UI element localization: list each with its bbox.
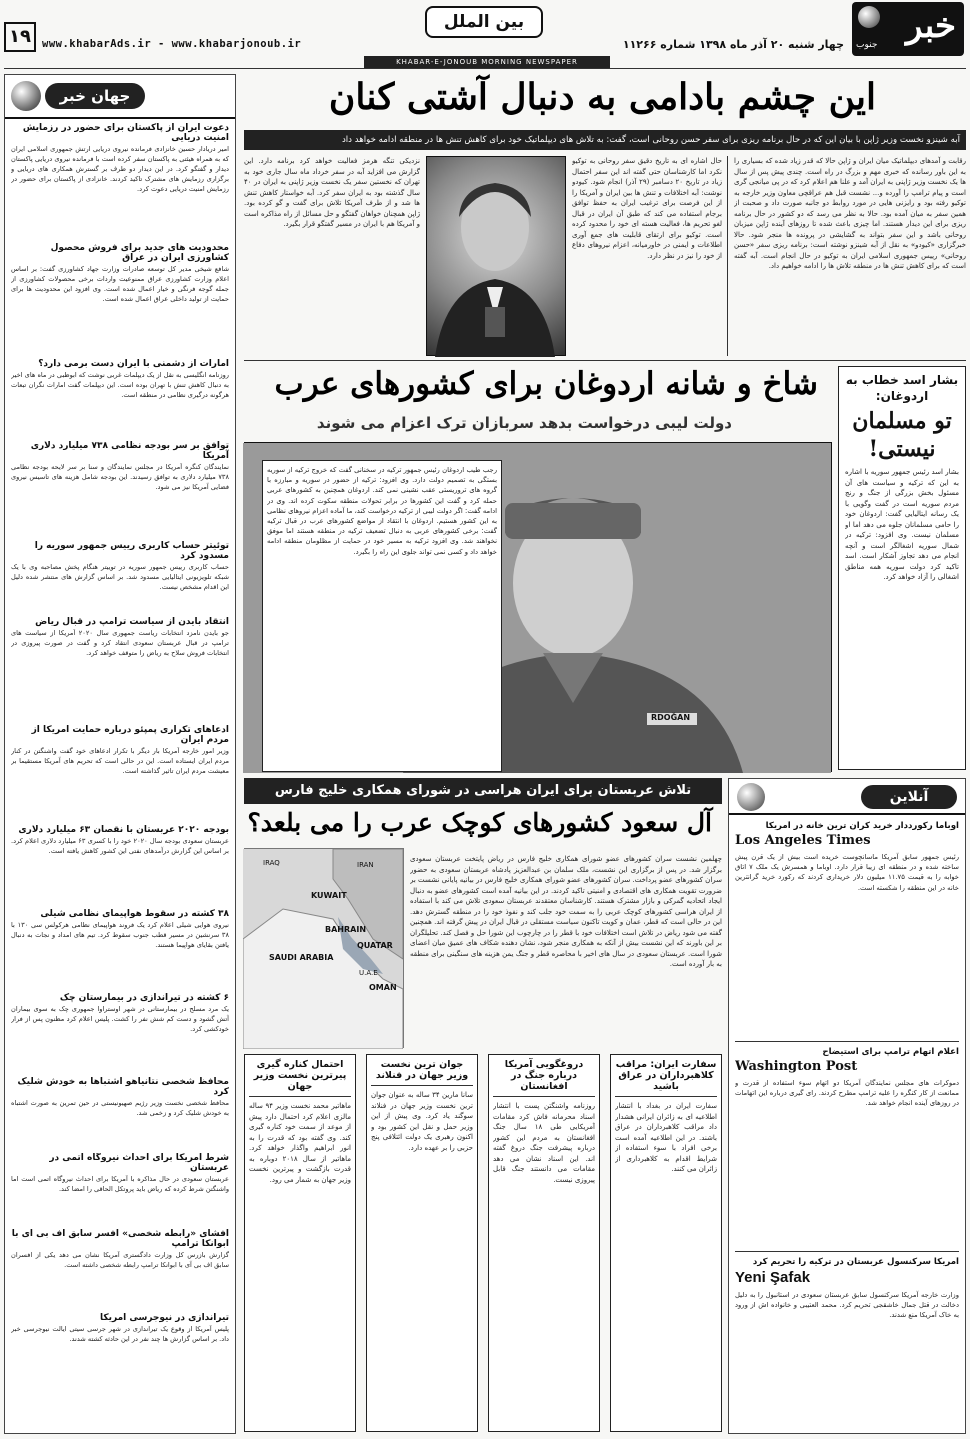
globe-icon xyxy=(858,6,880,28)
lead-body-left: نزدیکی تنگه هرمز فعالیت خواهد کرد برنامه دارد. این گزارش می افزاید آبه در سفر خرداد ماه سال جاری خود به تهران که نخستین سفر یک نخست وزیر ژاپنی به ایران در ۴۰ سال گذشته بود به ایران سفر کرد. آبه خواستار کاهش تنش ها شد و از طرف آمریکا تلاش برای گفت و گو کرده بود. ژاپن همچنان خواهان گفتگو و حل مسائل از راه مذاکره است و آمریکا هم با ایران در مسیر گفتگو قرار بگیرد. xyxy=(244,157,420,228)
sidebar-item-title: تیراندازی در نیوجرسی آمریکا xyxy=(99,1313,229,1323)
online-item-source: Yeni Şafak xyxy=(735,1269,811,1286)
sidebar-item-title: افشای «رابطه شخصی» افسر سابق اف بی آی با ابوانکا ترامپ xyxy=(11,1229,229,1249)
sidebar-item xyxy=(11,359,229,437)
small-column-body: سفارت ایران در بغداد با انتشار اطلاعیه ای به زائران ایرانی هشدار داد مراقب کلاهبرداران در عراق باشند. در این اطلاعیه آمده است برخی افراد با سوء استفاده از شرایط اقدام به کلاهبرداری از زائران می کنند. xyxy=(615,1102,717,1173)
map-label-kuwait: KUWAIT xyxy=(311,891,347,900)
sidebar-item-title: دعوت ایران از پاکستان برای حضور در رزمایش امنیت دریایی xyxy=(22,123,229,143)
small-column xyxy=(244,1054,356,1432)
website: www.khabarAds.ir - www.khabarjonoub.ir xyxy=(42,38,302,50)
small-column-body: ماهاتیر محمد نخست وزیر ۹۴ ساله مالزی اعلام کرد احتمال دارد پیش از موعد از سمت خود کناره گیری کند. وی گفته بود که قدرت را به انور ابراهیم واگذار خواهد کرد. ماهاتیر از سال ۲۰۱۸ دوباره به قدرت بازگشت و پیرترین نخست وزیر جهان به شمار می رود. xyxy=(249,1102,351,1184)
sidebar-item-title: انتقاد بایدن از سیاست ترامپ در قبال ریاض xyxy=(35,617,229,627)
online-globe-icon xyxy=(737,783,765,811)
sidebar-item xyxy=(11,123,229,239)
gulf-kicker: تلاش عربستان برای ایران هراسی در شورای همکاری خلیج فارس xyxy=(274,783,692,798)
sidebar-items xyxy=(11,123,229,1389)
sidebar-item xyxy=(11,1153,229,1225)
small-column-body: سانا مارین ۳۴ ساله به عنوان جوان ترین نخست وزیر جهان در فنلاند سوگند یاد کرد. وی پیش از این وزیر حمل و نقل این کشور بود و اکنون رهبری یک دولت ائتلافی پنج حزبی را بر عهده دارد. xyxy=(371,1091,473,1152)
date-line: چهار شنبه ۲۰ آذر ماه ۱۳۹۸ شماره ۱۱۲۶۶ xyxy=(622,38,844,51)
sidebar-item-title: محافظ شخصی نتانیاهو اشتباها به خودش شلیک کرد xyxy=(17,1077,229,1097)
small-column xyxy=(610,1054,722,1432)
lead-lede-bar xyxy=(244,130,966,150)
abe-photo xyxy=(426,156,566,356)
sidebar-item-body: حساب کاربری رییس جمهور سوریه در توییتر هنگام پخش مصاحبه وی با یک شبکه تلویزیونی ایتالیایی مسدود شد. بر اساس گزارش های منتشر شده دلیل این اقدام مشخص نیست. xyxy=(11,563,229,591)
paper-name-bar xyxy=(364,56,610,68)
small-column-title: دروغگویی آمریکا درباره جنگ در افغانستان xyxy=(493,1059,595,1097)
sidebar-item-body: نمایندگان کنگره آمریکا در مجلس نمایندگان و سنا بر سر لایحه بودجه نظامی ۷۳۸ میلیارد دلاری به توافق رسیدند. این بودجه شامل هزینه های تاسیس نیروی فضایی آمریکا نیز می شود. xyxy=(11,463,229,491)
online-title: آنلاین xyxy=(889,789,929,805)
erdogan-subhead: دولت لیبی درخواست بدهد سربازان ترک اعزام می شوند xyxy=(316,414,732,432)
map-label-quatar: QUATAR xyxy=(357,941,393,950)
sidebar-item xyxy=(11,1077,229,1149)
gulf-map xyxy=(244,848,404,1048)
online-item-source: Los Angeles Times xyxy=(735,833,871,848)
lead-story xyxy=(244,74,966,362)
sidebar-item-title: ۶ کشته در تیراندازی در بیمارستان چک xyxy=(59,993,229,1003)
sidebar-item-title: بودجه ۲۰۲۰ عربستان با نقصان ۶۳ میلیارد دلاری xyxy=(18,825,229,835)
lead-lede: آبه شینزو نخست وزیر ژاپن با بیان این که در حال برنامه ریزی برای سفر حسن روحانی است، گفت: به تلاش های دیپلماتیک خود برای کاهش تنش ها در منطقه ادامه خواهد داد xyxy=(341,135,960,145)
gulf-kicker-bar xyxy=(244,778,722,804)
online-item xyxy=(735,1047,959,1247)
sidebar-item-body: روزنامه انگلیسی به نقل از یک دیپلمات غربی نوشت که ابوظبی در ماه های اخیر به دنبال کاهش تنش با تهران بوده است. این دیپلمات گفت امارات نگران تبعات هرگونه درگیری نظامی در منطقه است. xyxy=(11,371,229,399)
logo xyxy=(852,2,964,56)
map-label-iran: IRAN xyxy=(357,861,374,869)
online-item-source: Washington Post xyxy=(735,1059,858,1074)
map-label-iraq: IRAQ xyxy=(263,859,280,867)
sidebar-header xyxy=(5,75,235,119)
small-column-title: سفارت ایران: مراقب کلاهبرداران در عراق باشید xyxy=(615,1059,717,1097)
sidebar xyxy=(4,74,236,1434)
sidebar-item-title: توئیتر حساب کاربری رییس جمهور سوریه را مسدود کرد xyxy=(34,541,229,561)
lead-body-mid: حال اشاره ای به تاریخ دقیق سفر روحانی به توکیو نکرد اما کارشناسان حتی گفته اند این سفر احتمال زیاد در تاریخ ۲۰ دسامبر (۲۹ آذر) انجام شود. کیودو نوشت: آبه اختلافات و تنش ها بین ایران و آمریکا را از این فرصت برای ترغیب ایران به حفظ توافق برجام استفاده می کند که طبق آن ایران در قبال لغو تحریم ها، فعالیت هسته ای خود را محدود کرده است. توکیو برای ارتقای قابلیت های جمع آوری اطلاعات و ایمنی در خاورمیانه، اعزام نیروهای دفاع از خود را نیز در نظر دارد. xyxy=(572,157,722,260)
map-label-oman: OMAN xyxy=(369,983,397,992)
sidebar-item-body: عربستان سعودی در حال مذاکره با آمریکا برای احداث نیروگاه اتمی است اما واشنگتن شرط کرده که ریاض باید پروتکل الحاقی را امضا کند. xyxy=(11,1175,229,1193)
paper-name-en: KHABAR-E-JONOUB MORNING NEWSPAPER xyxy=(396,58,578,66)
online-item-title: اوباما رکورددار خرید کران ترین خانه در آمریکا xyxy=(765,821,959,831)
erdogan-headline: شاخ و شانه اردوغان برای کشورهای عرب xyxy=(274,366,818,402)
sidebar-item-title: ادعاهای تکراری پمپئو درباره حمایت آمریکا از مردم ایران xyxy=(31,725,229,745)
map-label-saudi: SAUDI ARABIA xyxy=(269,953,334,962)
bashar-headline-big: تو مسلمان نیستی! xyxy=(852,408,952,462)
sidebar-item xyxy=(11,617,229,721)
sidebar-item-body: جو بایدن نامزد انتخابات ریاست جمهوری سال ۲۰۲۰ آمریکا از سیاست های ترامپ در قبال عربستان سعودی انتقاد کرد و گفت در صورت پیروزی در انتخابات فروش سلاح به ریاض را متوقف خواهد کرد. xyxy=(11,629,229,657)
page-number-box xyxy=(4,22,36,52)
sidebar-item xyxy=(11,725,229,821)
small-column xyxy=(366,1054,478,1432)
lead-body-right: رقابت و آمدهای دیپلماتیک میان ایران و ژاپن حالا که قدر زیاد شده که بسیاری را به این باور رسانده که خبری مهم و بزرگ در راه است. چندی پیش پس از سال ها یک نخست وزیر ژاپنی به ایران آمد و علنا هم اعلام کرد که در پی میانجی گری است و پیام ترامپ را آورده و... نشست قبل هم عراقچی معاون وزیر خارجه به توکیو رفته بود و رایزنی هایی در مورد روابط دو جانبه صورت داد و صحبت از همین سفر به میان آمده بود. حالا به نظر می رسد که دو کشور در حال برنامه ریزی برای این دیدار هستند. اما چیزی باعث شده تا روزهای آینده ژاپن میزبان روحانی باشد و این سفر بتواند به گشایشی در پرونده ها منجر شود. حالا خبرگزاری «کیودو» به نقل از آبه شینزو نوشته است: برنامه ریزی سفر «حسن روحانی» رییس جمهوری اسلامی ایران به توکیو در حال انجام است. آبه گفته است که برای کاهش تنش ها در منطقه تلاش ها را ادامه خواهیم داد. xyxy=(734,157,966,270)
small-column-title: احتمال کناره گیری پیرترین نخست وزیر جهان xyxy=(249,1059,351,1097)
small-column-title: جوان ترین نخست وزیر جهان در فنلاند xyxy=(371,1059,473,1086)
sidebar-item-body: شافع شیخی مدیر کل توسعه صادرات وزارت جهاد کشاورزی گفت: بر اساس اعلام وزارت کشاورزی عراق ممنوعیت واردات برخی محصولات کشاورزی از جمله گوجه فرنگی و خیار اعمال شده است. وی افزود این محدودیت ها برای حمایت از تولید داخلی عراق اعمال شده است. xyxy=(11,265,229,303)
sidebar-item xyxy=(11,243,229,355)
online-item-body: رئیس جمهور سابق آمریکا ماسانچوست خریده است بیش از یک قرن پیش ساخته شده و در منطقه ای زیبا قرار دارد. اوباما و همسرش یک ملک ۷ اتاق خوابه را به قیمت ۱۱.۷۵ میلیون دلار خریداری کردند که رکورد خرید گرانترین خانه در این منطقه را شکسته است. xyxy=(735,853,959,892)
section-tab xyxy=(425,6,543,38)
online-item xyxy=(735,1257,959,1429)
bashar-headline: بشار اسد خطاب به اردوغان: xyxy=(845,373,959,403)
small-column xyxy=(488,1054,600,1432)
sidebar-item-body: محافظ شخصی نخست وزیر رژیم صهیونیستی در حین تمرین به صورت اشتباه به خودش شلیک کرد و زخمی شد. xyxy=(11,1099,229,1117)
sidebar-item-body: پلیس آمریکا از وقوع یک تیراندازی در شهر جرسی سیتی ایالت نیوجرسی خبر داد. بر اساس گزارش ها چند نفر در این حادثه کشته شدند. xyxy=(11,1325,229,1343)
sidebar-item-title: امارات از دشمنی با ایران دست برمی دارد؟ xyxy=(38,359,229,369)
map-label-uae: U.A.E xyxy=(359,969,378,977)
abe-portrait-icon xyxy=(425,157,565,357)
sidebar-item xyxy=(11,441,229,537)
logo-text: خبر xyxy=(905,6,956,46)
sidebar-item-title: محدودیت های جدید برای فروش محصول کشاورزی ایران در عراق xyxy=(50,243,229,263)
sidebar-globe-icon xyxy=(11,81,41,111)
online-item-body: وزارت خارجه آمریکا سرکنسول سابق عربستان سعودی در استانبول را به دلیل دخالت در قتل جمال خاشقجی تحریم کرد. محمد العتیبی و خانواده اش از ورود به خاک آمریکا منع شدند. xyxy=(735,1291,959,1320)
map-label-bahrain: BAHRAIN xyxy=(325,925,367,934)
sidebar-title: جهان خبر xyxy=(59,87,131,105)
gulf-story xyxy=(244,778,722,1048)
page-number: ۱۹ xyxy=(9,26,31,47)
logo-sub: جنوب xyxy=(856,40,878,50)
online-section xyxy=(728,778,966,1434)
sidebar-item-body: یک مرد مسلح در بیمارستانی در شهر اوستراوا جمهوری چک به سوی بیماران آتش گشود و دست کم شش نفر را کشت. پلیس اعلام کرد مظنون پس از فرار خودکشی کرد. xyxy=(11,1005,229,1033)
lead-headline: این چشم بادامی به دنبال آشتی کنان xyxy=(328,76,876,118)
erdogan-body: رجب طیب اردوغان رئیس جمهور ترکیه در سخنانی گفت که خروج ترکیه از سوریه بستگی به تصمیم دولت دارد. وی افزود: ترکیه از حضور در سوریه و مبارزه با گروه های تروریستی عقب نشینی نمی کند. اردوغان همچنین به کشورهای عربی حمله کرد و گفت این کشورها در برابر تحولات منطقه سکوت کرده اند. وی در ادامه گفت: اگر دولت لیبی از ترکیه درخواست کند، ما آماده اعزام نیروهای نظامی به این کشور هستیم. اردوغان با انتقاد از مواضع کشورهای عرب در قبال ترکیه گفت: برخی کشورهای عربی به دنبال تضعیف ترکیه در منطقه هستند اما موفق نخواهند شد. وی افزود ترکیه به مسیر خود در حمایت از مظلومان منطقه ادامه خواهد داد و کسی نمی تواند جلوی این راه را بگیرد. xyxy=(267,466,497,556)
sidebar-item-body: امیر دریادار حسین خانزادی فرمانده نیروی دریایی ارتش جمهوری اسلامی ایران که به همراه هیئتی به پاکستان سفر کرده است با فرمانده نیروی دریایی پاکستان دیدار و گفتگو کرد. در این دیدار دو طرف بر گسترش همکاری های دریایی و برگزاری رزمایش های مشترک تاکید کردند. خانزادی از پاکستان برای حضور در رزمایش امنیت دریایی دعوت کرد. xyxy=(11,145,229,193)
sidebar-item xyxy=(11,993,229,1073)
sidebar-item-body: وزیر امور خارجه آمریکا بار دیگر با تکرار ادعاهای خود گفت واشنگتن در کنار مردم ایران ایستاده است. این در حالی است که تحریم های آمریکا مستقیما بر معیشت مردم ایران تاثیر گذاشته است. xyxy=(11,747,229,775)
sidebar-item-title: شرط آمریکا برای احداث نیروگاه اتمی در عربستان xyxy=(49,1153,229,1173)
erdogan-photo-caption: RDOĞAN xyxy=(651,713,691,722)
sidebar-item-body: عربستان سعودی بودجه سال ۲۰۲۰ خود را با کسری ۶۳ میلیارد دلاری اعلام کرد. بر اساس این گزارش درآمدهای نفتی این کشور کاهش یافته است. xyxy=(11,837,229,855)
erdogan-text-box xyxy=(262,460,502,772)
sidebar-item-body: نیروی هوایی شیلی اعلام کرد یک فروند هواپیمای نظامی هرکولس سی ۱۳۰ با ۳۸ سرنشین در مسیر قطب جنوب سقوط کرد. تیم های امداد و نجات به دنبال یافتن بقایای هواپیما هستند. xyxy=(11,921,229,949)
sidebar-item-body: گزارش بازرس کل وزارت دادگستری آمریکا نشان می دهد یکی از افسران سابق اف بی آی با ابوانکا ترامپ رابطه شخصی داشته است. xyxy=(11,1251,229,1269)
small-column-body: روزنامه واشنگتن پست با انتشار اسناد محرمانه فاش کرد مقامات آمریکایی طی ۱۸ سال جنگ افغانستان به مردم این کشور درباره پیشرفت جنگ دروغ گفته اند. این اسناد نشان می دهد مقامات می دانستند جنگ قابل پیروزی نیست. xyxy=(493,1102,595,1184)
gulf-headline: آل سعود کشورهای کوچک عرب را می بلعد؟ xyxy=(247,808,712,837)
sidebar-item-title: توافق بر سر بودجه نظامی ۷۳۸ میلیارد دلاری آمریکا xyxy=(30,441,229,461)
bashar-body: بشار اسد رئیس جمهور سوریه با اشاره به این که ترکیه و سیاست های آن مسئول بخش بزرگی از جنگ و رنج مردم سوریه است در گفت وگویی با یک رسانه ایتالیایی گفت: اردوغان خود را حامی مسلمانان جلوه می دهد اما او مسلمان نیست. وی افزود: ترکیه در شمال سوریه اشغالگر است و آنچه انجام می دهد تجاوز آشکار است. اسد تاکید کرد دولت سوریه همه مناطق اشغالی را آزاد خواهد کرد. xyxy=(845,468,959,582)
sidebar-item xyxy=(11,825,229,905)
sidebar-item xyxy=(11,1313,229,1385)
gulf-body: چهلمین نشست سران کشورهای عضو شورای همکاری خلیج فارس در ریاض پایتخت عربستان سعودی برگزار شد. در پس از برگزاری این نشست، ملک سلمان بن عبدالعزیز پادشاه عربستان سعودی به حضور سران کشورهای عضو پرداخت. سران کشورهای عضو شورای همکاری خلیج فارس در بیانیه پایانی نشست بر ضرورت تقویت همکاری های اقتصادی و امنیتی تاکید کردند. در این بیانیه آمده است کشورهای عضو به دنبال ایجاد اتحادیه گمرکی و بازار مشترک هستند. کارشناسان معتقدند عربستان سعودی تلاش می کند با استفاده از ایران هراسی کشورهای کوچک عربی را به سمت خود جلب کند و نفوذ خود را در منطقه گسترش دهد. این در حالی است که قطر، عمان و کویت تاکنون سیاست مستقلی در قبال ایران در پیش گرفته اند. همچنین گفته می شود ریاض در تلاش است اختلافات خود با قطر را در چارچوب این شورا حل و فصل کند. تحلیلگران بر این باورند که این نشست بیش از آنکه به همکاری منجر شود، نشان دهنده شکاف های عمیق میان اعضای شورا است. عربستان سعودی در سال های اخیر با محاصره قطر و جنگ یمن هزینه های سنگینی برای منطقه به بار آورده است. xyxy=(410,855,722,968)
sidebar-item xyxy=(11,541,229,613)
bashar-box xyxy=(838,366,966,770)
sidebar-item xyxy=(11,909,229,989)
online-item xyxy=(735,821,959,1041)
section-label: بین الملل xyxy=(443,12,525,32)
online-title-pill xyxy=(861,785,957,809)
online-item-title: آمریکا سرکنسول عربستان در ترکیه را تحریم کرد xyxy=(752,1257,959,1267)
sidebar-title-pill xyxy=(45,83,145,109)
erdogan-story xyxy=(244,366,832,776)
online-header xyxy=(729,779,965,815)
online-item-body: دموکرات های مجلس نمایندگان آمریکا دو اتهام سوء استفاده از قدرت و ممانعت از کار کنگره را علیه ترامپ مطرح کردند. رای گیری درباره این اتهامات در روزهای آینده انجام خواهد شد. xyxy=(735,1079,959,1108)
sidebar-item xyxy=(11,1229,229,1309)
online-item-title: اعلام اتهام ترامپ برای استیضاح xyxy=(822,1047,959,1057)
small-columns xyxy=(244,1054,722,1434)
sidebar-item-title: ۳۸ کشته در سقوط هواپیمای نظامی شیلی xyxy=(40,909,229,919)
masthead xyxy=(0,0,970,70)
